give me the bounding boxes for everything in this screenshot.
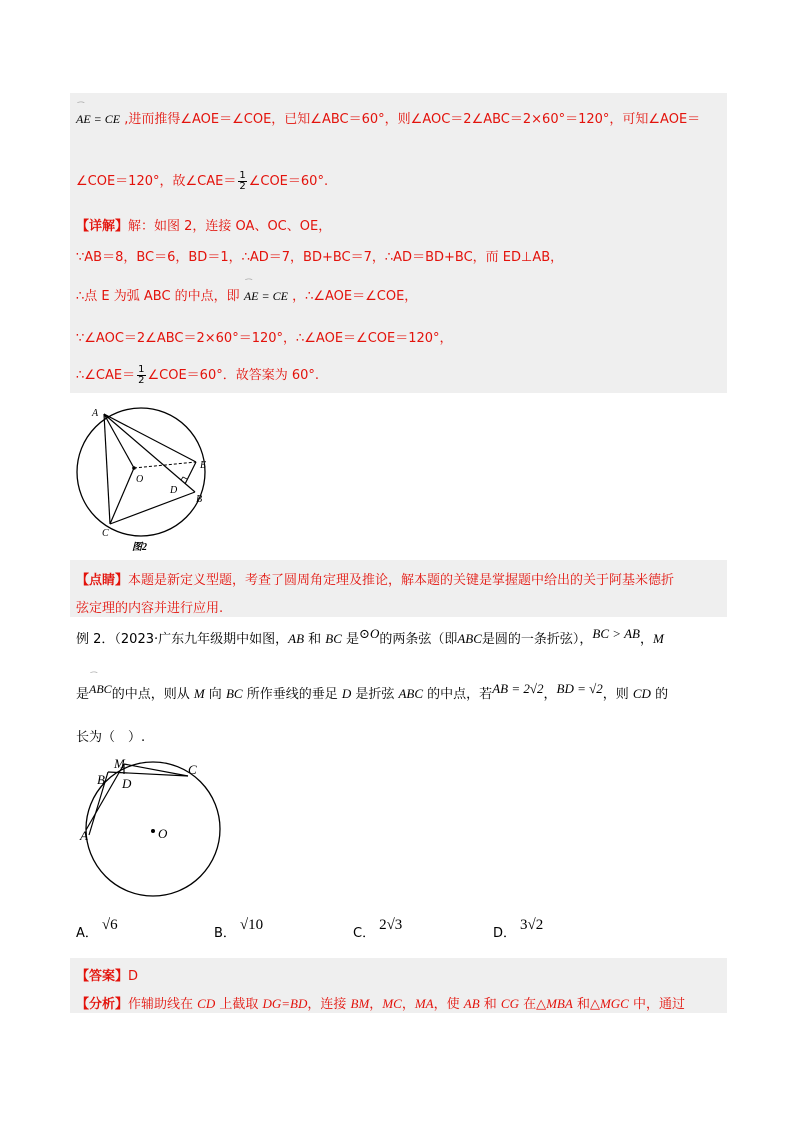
option-a[interactable] — [76, 917, 118, 942]
detail-line-5-pre: ∴∠CAE＝ — [76, 368, 136, 383]
answer-line — [76, 965, 138, 984]
analysis2-tag: 【分析】 — [76, 997, 129, 1012]
fraction-half-2 — [137, 365, 145, 386]
detail-tag: 【详解】 — [76, 219, 129, 234]
figure-2 — [70, 400, 214, 558]
fig2-line-oc — [110, 468, 134, 524]
a2-text-g: 和 — [572, 997, 590, 1012]
example2-line-1 — [76, 628, 664, 647]
ex2-l2-b: 的中点，则从 — [111, 687, 194, 702]
ex2-l2-cd: CD — [632, 686, 651, 701]
ex2-l1-bc: BC — [325, 631, 342, 646]
option-a-value: √6 — [101, 917, 118, 933]
fig2-line-ed — [185, 462, 196, 484]
fig2-right-angle-mark — [181, 477, 187, 480]
fig2-line-ac — [104, 414, 110, 524]
example2-line-2 — [76, 672, 669, 702]
ex2-arc-abc — [89, 672, 112, 697]
a2-ma: MA — [414, 996, 434, 1011]
fraction-denominator: 2 — [239, 181, 246, 192]
a2-bm: BM — [350, 996, 370, 1011]
comment-line-2-text: 弦定理的内容并进行应用. — [76, 601, 224, 616]
a2-sep2: ， — [401, 997, 415, 1012]
fraction-numerator: 1 — [239, 170, 246, 181]
a2-mc: MC — [382, 996, 402, 1011]
ex2-l2-c: 向 — [204, 687, 226, 702]
ex2-label-b: B — [97, 772, 105, 787]
ex2-l1-ineq: BC > AB — [592, 626, 640, 641]
ex2-l2-bc: BC — [225, 686, 243, 701]
example2-line-3 — [76, 726, 145, 745]
analysis2-line — [76, 993, 685, 1012]
arc-formula-text: AE = CE — [76, 112, 121, 126]
analysis-line-2-pre: ∠COE＝120°，故∠CAE＝ — [76, 174, 237, 189]
ex2-l2-ab-eq: AB = 2√2 — [492, 681, 544, 696]
detail-line-5 — [76, 364, 319, 386]
ex2-l1-c: 是 — [341, 632, 360, 647]
ex2-l3: 长为（ ）. — [76, 730, 146, 745]
a2-tri1: △MBA — [536, 996, 573, 1011]
option-c[interactable] — [353, 917, 403, 942]
detail-line-2 — [76, 246, 563, 265]
a2-sep1: ， — [369, 997, 383, 1012]
ex2-l2-e: 是折弦 — [351, 687, 399, 702]
fig2-label-d: D — [170, 485, 178, 496]
option-b-value: √10 — [239, 917, 264, 933]
ex2-l1-m: M — [652, 631, 664, 646]
option-d-value: 3√2 — [520, 917, 544, 933]
option-d-letter: D． — [493, 926, 517, 941]
analysis-line-2 — [76, 170, 328, 192]
ex2-center-dot — [151, 829, 155, 833]
ex2-label-a: A — [80, 828, 88, 843]
detail-line-2-text: ∵AB＝8，BC＝6，BD＝1，∴AD＝7，BD+BC＝7，∴AD＝BD+BC，而 ED⊥AB， — [76, 250, 564, 265]
comment-tag: 【点睛】 — [76, 573, 129, 588]
option-d[interactable] — [493, 917, 544, 942]
detail-line-4 — [76, 327, 453, 346]
ex2-arc-text: ABC — [89, 682, 112, 696]
ex2-l2-m: M — [193, 686, 205, 701]
a2-ab: AB — [463, 996, 480, 1011]
ex2-l2-bd-eq: BD = √2 — [556, 681, 603, 696]
fig2-line-cb — [110, 492, 195, 524]
ex2-l2-dd: D — [341, 686, 352, 701]
fraction-numerator-2: 1 — [138, 364, 145, 375]
analysis-line-1-text: ,进而推得∠AOE＝∠COE，已知∠ABC＝60°，则∠AOC＝2∠ABC＝2×60°＝120°，可知∠AOE＝ — [124, 112, 701, 127]
arc-formula-2 — [243, 279, 288, 304]
ex2-label-c: C — [188, 762, 197, 777]
ex2-l1-f: ， — [639, 632, 653, 647]
detail-line-3 — [76, 279, 418, 304]
fig2-label-a: A — [92, 408, 99, 419]
option-b[interactable] — [214, 917, 264, 942]
fig2-line-ab — [104, 414, 195, 492]
option-b-letter: B． — [214, 926, 236, 941]
a2-text-e: 和 — [479, 997, 501, 1012]
detail-line-1-text: 解：如图 2，连接 OA、OC、OE， — [128, 219, 332, 234]
a2-cd: CD — [197, 996, 216, 1011]
arc-formula — [76, 102, 121, 127]
ex2-label-m: M — [114, 756, 125, 771]
comment-line-1 — [76, 569, 674, 588]
ex2-l1-a: 例 2．（2023·广东九年级期中如图， — [76, 632, 289, 647]
detail-line-4-text: ∵∠AOC＝2∠ABC＝2×60°＝120°，∴∠AOE＝∠COE＝120°， — [76, 331, 453, 346]
fraction-half — [238, 171, 246, 192]
option-c-letter: C． — [353, 926, 376, 941]
a2-text-c: ，连接 — [307, 997, 351, 1012]
fig2-caption: 图2 — [132, 542, 147, 553]
ex2-l2-f: 的中点，若 — [423, 687, 493, 702]
a2-cg: CG — [500, 996, 519, 1011]
analysis-shade-top — [70, 93, 727, 393]
arc-mark-icon: ⁀ — [76, 102, 83, 111]
ex2-l1-e: 是圆的一条折弦）， — [481, 632, 593, 647]
ex2-label-o: O — [158, 826, 168, 841]
ex2-l2-g: ， — [543, 687, 557, 702]
option-a-letter: A． — [76, 926, 98, 941]
ex2-line-am — [86, 764, 124, 830]
fig2-line-oe — [134, 462, 196, 468]
answer-value: D — [128, 969, 139, 984]
figure-ex2 — [76, 752, 226, 897]
a2-text-h: 中，通过 — [628, 997, 685, 1012]
a2-text-b: 上截取 — [215, 997, 263, 1012]
a2-tri2: △MGC — [589, 996, 629, 1011]
ex2-l1-circle: ⊙O — [359, 626, 380, 641]
detail-line-3-pre: ∴点 E 为弧 ABC 的中点，即 — [76, 289, 240, 304]
comment-line-2 — [76, 597, 223, 616]
figure-ex2-svg — [76, 752, 226, 897]
ex2-l2-d: 所作垂线的垂足 — [242, 687, 342, 702]
answer-tag: 【答案】 — [76, 969, 129, 984]
detail-line-5-post: ∠COE＝60°．故答案为 60°. — [147, 368, 320, 383]
ex2-l2-abc: ABC — [398, 686, 424, 701]
detail-line-1 — [76, 215, 331, 234]
a2-dg: DG=BD — [262, 996, 308, 1011]
ex2-label-d: D — [122, 776, 132, 791]
ex2-l1-abc: ABC — [457, 631, 482, 646]
detail-line-3-post: ，∴∠AOE＝∠COE， — [292, 289, 418, 304]
arc-mark-icon-2: ⁀ — [243, 279, 251, 288]
a2-text-d: ，使 — [433, 997, 464, 1012]
a2-text-f: 在 — [518, 997, 537, 1012]
ex2-l1-b: 和 — [304, 632, 326, 647]
fig2-label-c: C — [102, 528, 109, 539]
ex2-l2-a: 是 — [76, 687, 90, 702]
fig2-circle — [77, 408, 205, 536]
analysis-line-2-post: ∠COE＝60°. — [248, 174, 329, 189]
a2-text-a: 作辅助线在 — [128, 997, 198, 1012]
ex2-l2-i: 的 — [650, 687, 669, 702]
ex2-l1-ab: AB — [288, 631, 305, 646]
ex2-l1-d: 的两条弦（即 — [379, 632, 458, 647]
fig2-center-dot — [132, 466, 136, 470]
figure-2-svg — [70, 400, 214, 558]
ex2-arc-mark-icon: ⁀ — [89, 672, 96, 681]
arc-formula-2-text: AE = CE — [243, 289, 288, 303]
option-c-value: 2√3 — [379, 917, 403, 933]
comment-line-1-text: 本题是新定义型题，考查了圆周角定理及推论，解本题的关键是掌握题中给出的关于阿基米德折 — [128, 573, 675, 588]
fraction-denominator-2: 2 — [138, 375, 145, 386]
ex2-l2-h: ，则 — [602, 687, 633, 702]
fig2-label-e: E — [200, 460, 207, 471]
analysis-line-1 — [76, 102, 701, 127]
fig2-label-o: O — [136, 474, 144, 485]
fig2-label-b: B — [196, 494, 203, 505]
